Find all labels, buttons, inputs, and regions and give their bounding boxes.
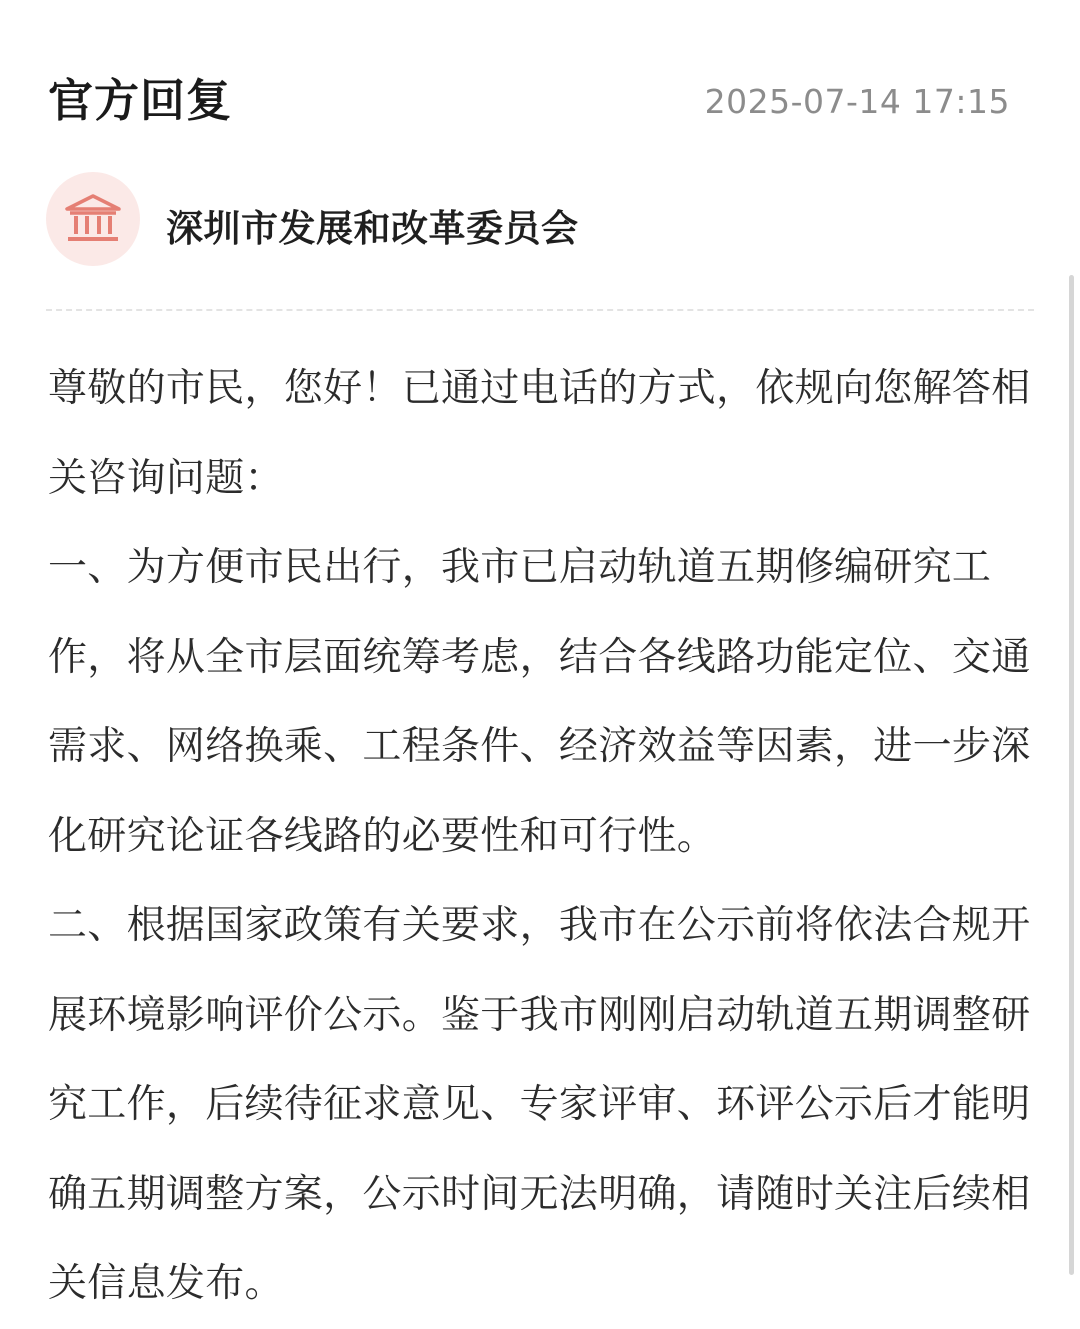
reply-content: 尊敬的市民，您好！已通过电话的方式，依规向您解答相关咨询问题： 一、为方便市民出行，我市已启动轨道五期修编研究工作，将从全市层面统筹考虑，结合各线路功能定位、交通需求、网络换乘、工程条件、经济效益等因素，进一步深化研究论证各线路的必要性和可行性。 二、根据国家政策有关要求，我市在公示前将依法合规开展环境影响评价公示。鉴于我市刚刚启动轨道五期调整研究工作，后续待征求意见、专家评审、环评公示后才能明确五期调整方案，公示时间无法明确，请随时关注后续相关信息发布。 — [48, 366, 1031, 1306]
reply-header — [48, 60, 1010, 130]
organization-name[interactable]: 深圳市发展和改革委员会 — [166, 207, 579, 250]
reply-timestamp: 2025-07-14 17:15 — [704, 82, 1010, 121]
avatar — [46, 172, 140, 266]
organization-row[interactable] — [46, 172, 1020, 268]
divider — [46, 309, 1034, 311]
scrollbar[interactable] — [1069, 275, 1074, 1275]
government-building-icon — [64, 194, 122, 244]
page-title: 官方回复 — [48, 74, 233, 127]
